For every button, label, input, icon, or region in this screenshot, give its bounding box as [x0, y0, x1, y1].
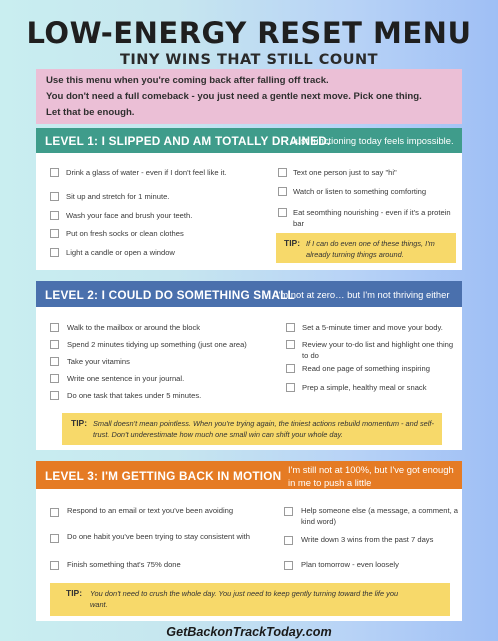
level-3-item: Respond to an email or text you've been avoiding	[67, 506, 234, 515]
level-2-item: Take your vitamins	[67, 357, 130, 366]
level-2-card	[36, 281, 462, 450]
level-1-item: Light a candle or open a window	[66, 248, 175, 257]
level-2-item: Walk to the mailbox or around the block	[67, 323, 201, 332]
checkbox[interactable]	[50, 340, 59, 349]
level-2-title: LEVEL 2: I COULD DO SOMETHING SMALL	[45, 288, 295, 302]
level-3-tip	[50, 583, 450, 616]
level-3-item: Finish something that's 75% done	[67, 560, 181, 569]
tip-label: TIP:	[284, 238, 301, 248]
checkbox[interactable]	[50, 323, 59, 332]
checkbox[interactable]	[284, 536, 293, 545]
checkbox[interactable]	[50, 211, 59, 220]
level-1-tip	[276, 233, 456, 263]
level-2-banner	[36, 281, 462, 307]
level-1-item: Text one person just to say "hi"	[293, 168, 397, 177]
checkbox[interactable]	[50, 192, 59, 201]
checkbox[interactable]	[286, 340, 295, 349]
checkbox[interactable]	[50, 229, 59, 238]
level-3-item: Help someone else (a message, a comment, a kind word)	[301, 506, 459, 526]
level-1-item: Watch or listen to something comforting	[293, 187, 427, 196]
level-3-card	[36, 461, 462, 621]
level-2-tip	[62, 413, 442, 445]
page-title: LOW-ENERGY RESET MENU	[26, 16, 472, 50]
checkbox[interactable]	[278, 168, 287, 177]
checkbox[interactable]	[284, 561, 293, 570]
intro-line: Use this menu when you're coming back after falling off track.	[46, 75, 329, 86]
level-2-item: Write one sentence in your journal.	[67, 374, 185, 383]
level-3-item: Plan tomorrow - even loosely	[301, 560, 399, 569]
level-3-banner	[36, 461, 462, 489]
level-1-card	[36, 128, 462, 270]
level-1-title: LEVEL 1: I SLIPPED AND AM TOTALLY DRAINED.	[45, 134, 331, 148]
level-3-tagline: I'm still not at 100%, but I've got enough in me to push a little	[288, 464, 454, 488]
checkbox[interactable]	[50, 248, 59, 257]
checkbox[interactable]	[50, 374, 59, 383]
level-1-item: Wash your face and brush your teeth.	[66, 211, 193, 220]
level-1-banner	[36, 128, 462, 153]
level-2-item: Read one page of something inspiring	[302, 364, 430, 373]
tip-text: If I can do even one of these things, I'm already turning things around.	[306, 239, 435, 259]
level-2-item: Prep a simple, healthy meal or snack	[302, 383, 427, 392]
checkbox[interactable]	[286, 383, 295, 392]
intro-box	[36, 69, 462, 124]
checkbox[interactable]	[50, 561, 59, 570]
checkbox[interactable]	[284, 507, 293, 516]
tip-text: Small doesn't mean pointless. When you're trying again, the tiniest actions rebuild momentum - and self-trust. Don't underestimate how much one small win can shift your whole day.	[93, 419, 434, 439]
level-2-item: Do one task that takes under 5 minutes.	[67, 391, 202, 400]
level-2-item: Spend 2 minutes tidying up something (just one area)	[67, 340, 247, 349]
intro-line: Let that be enough.	[46, 107, 135, 118]
checkbox[interactable]	[286, 323, 295, 332]
page-subtitle: TINY WINS THAT STILL COUNT	[119, 52, 379, 68]
level-1-item: Eat seomthing nourishing - even if it's a protein bar	[293, 208, 451, 228]
checkbox[interactable]	[278, 208, 287, 217]
checkbox[interactable]	[50, 534, 59, 543]
tip-label: TIP:	[71, 418, 88, 428]
level-3-item: Write down 3 wins from the past 7 days	[301, 535, 434, 544]
intro-line: You don't need a full comeback - you just need a gentle next move. Pick one thing.	[46, 91, 422, 102]
level-1-item: Sit up and stretch for 1 minute.	[66, 192, 170, 201]
level-1-tagline: Just functioning today feels impossible.	[291, 135, 454, 146]
level-1-item: Put on fresh socks or clean clothes	[66, 229, 184, 238]
checkbox[interactable]	[286, 364, 295, 373]
level-1-item: Drink a glass of water - even if I don't feel like it.	[66, 168, 227, 177]
checkbox[interactable]	[278, 187, 287, 196]
checkbox[interactable]	[50, 168, 59, 177]
footer-url[interactable]: GetBackonTrackToday.com	[166, 625, 332, 639]
checkbox[interactable]	[50, 508, 59, 517]
level-2-tagline: I'm not at zero… but I'm not thriving either	[276, 289, 450, 300]
level-3-title: LEVEL 3: I'M GETTING BACK IN MOTION	[45, 469, 282, 483]
checkbox[interactable]	[50, 357, 59, 366]
level-2-item: Set a 5-minute timer and move your body.	[302, 323, 443, 332]
tip-text: You don't need to crush the whole day. You just need to keep gently turning toward the life you want.	[90, 589, 399, 609]
tip-label: TIP:	[66, 588, 83, 598]
level-2-item: Review your to-do list and highlight one thing to do	[302, 340, 454, 360]
checkbox[interactable]	[50, 391, 59, 400]
level-3-item: Do one habit you've been trying to stay consistent with	[67, 532, 250, 541]
